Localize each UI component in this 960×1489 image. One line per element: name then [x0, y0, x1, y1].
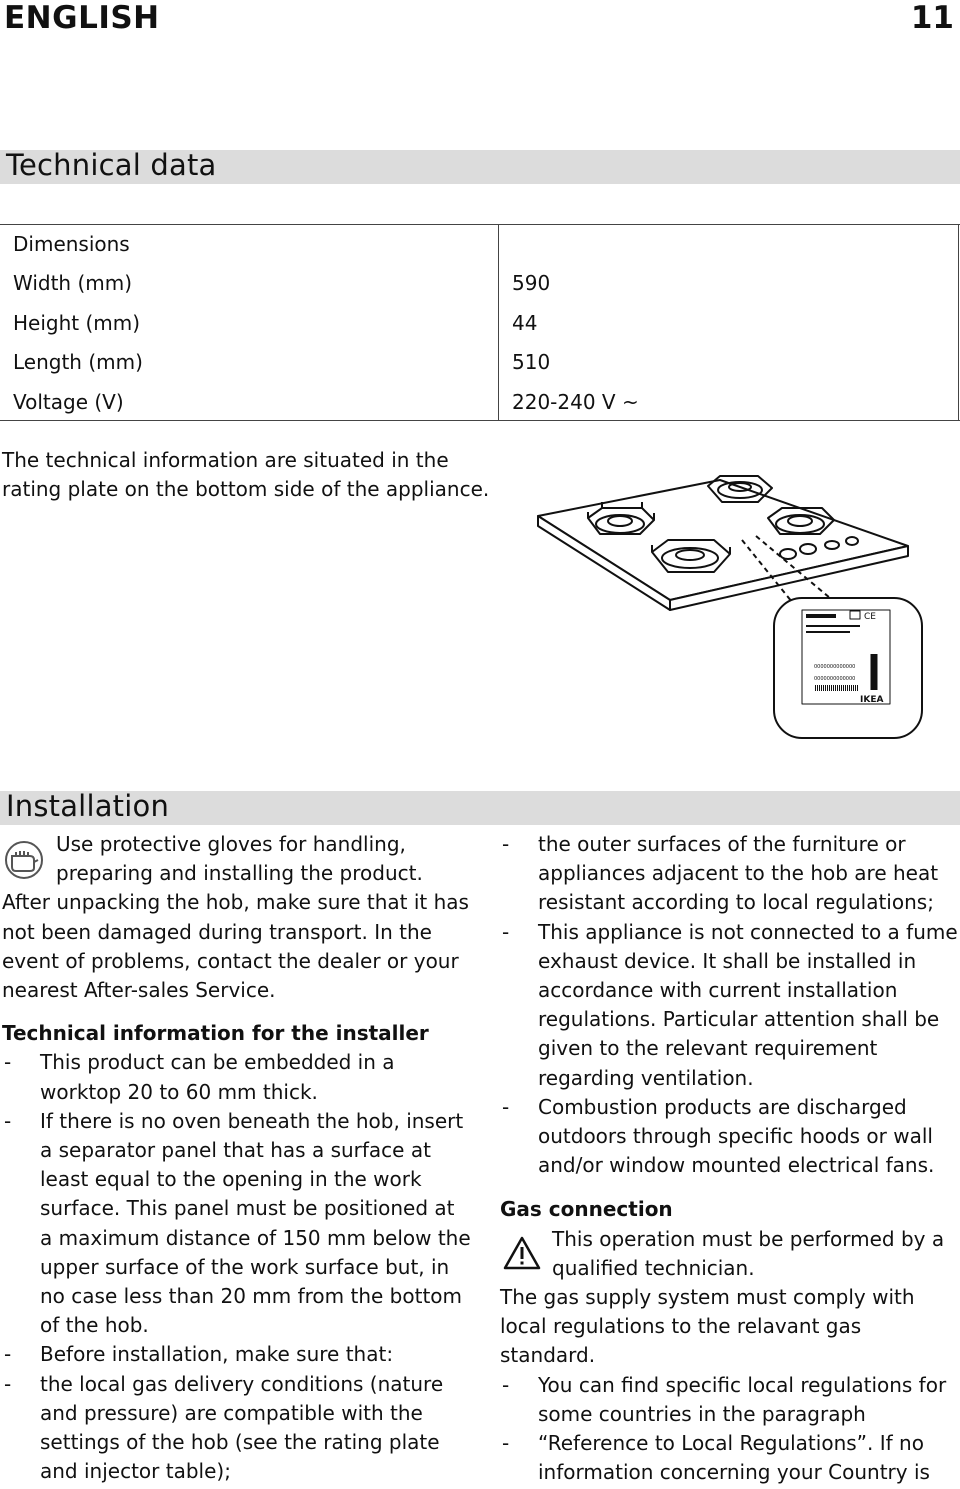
gas-warning: This operation must be performed by a qualified technician.	[500, 1225, 960, 1283]
section-title-technical-data: Technical data	[6, 148, 217, 182]
installation-left-column	[2, 830, 472, 1486]
page-number: 11	[910, 0, 954, 36]
rating-plate-note: The technical information are situated in the rating plate on the bottom side of the appliance.	[2, 448, 490, 502]
spec-value-width: 590	[512, 271, 551, 295]
hob-rating-plate-illustration	[530, 468, 930, 768]
after-unpacking-paragraph: After unpacking the hob, make sure that it has not been damaged during transport. In the event of problems, contact the dealer or your nearest After-sales Service.	[2, 890, 469, 1003]
list-item: - Before installation, make sure that:	[4, 1342, 394, 1367]
list-item: - This appliance is not connected to a fume exhaust device. It shall be installed in accordance with current installation regulations. Particular attention shall be given to the relevant requirement regarding ventilation.	[502, 919, 958, 1090]
spec-value-voltage: 220-240 V ~	[512, 390, 639, 414]
spec-table-header: Dimensions	[13, 232, 130, 256]
spec-value-length: 510	[512, 350, 551, 374]
spec-label-length: Length (mm)	[13, 350, 143, 374]
page-header-language: ENGLISH	[4, 0, 160, 36]
list-item: - Combustion products are discharged outdoors through specific hoods or wall and/or window mounted electrical fans.	[502, 1094, 935, 1178]
list-item: - “Reference to Local Regulations”. If no information concerning your Country is	[502, 1431, 930, 1485]
svg-text:0000000000000: 0000000000000	[814, 664, 856, 670]
installer-heading: Technical information for the installer	[2, 1021, 429, 1046]
ce-mark: CE	[864, 612, 876, 622]
glove-icon	[2, 840, 46, 880]
installer-list	[2, 1048, 472, 1486]
list-item: - the local gas delivery conditions (nature and pressure) are compatible with the settings of the hob (see the rating plate and injector table);	[4, 1371, 444, 1484]
spec-label-width: Width (mm)	[13, 271, 133, 295]
spec-table	[0, 224, 960, 421]
gas-regulations-list	[500, 1371, 960, 1488]
warning-triangle-icon	[502, 1235, 542, 1271]
spec-value-height: 44	[512, 311, 538, 335]
gas-supply-paragraph: The gas supply system must comply with local regulations to the relavant gas standard.	[500, 1285, 915, 1368]
ikea-logo: IKEA	[860, 695, 884, 705]
list-item: - This product can be embedded in a worktop 20 to 60 mm thick.	[4, 1050, 395, 1104]
list-item: - the outer surfaces of the furniture or appliances adjacent to the hob are heat resistant according to local regulations;	[502, 832, 939, 915]
section-title-installation: Installation	[6, 789, 170, 823]
svg-text:0000000000000: 0000000000000	[814, 676, 856, 682]
requirements-list	[500, 830, 960, 1180]
list-item: - If there is no oven beneath the hob, insert a separator panel that has a surface at least equal to the opening in the work surface. This panel must be positioned at a maximum distance of 150 mm below the upper surface of the work surface but, in no case less than 20 mm from the bottom of the hob.	[4, 1108, 471, 1338]
spec-label-height: Height (mm)	[13, 311, 141, 335]
list-item: - You can find specific local regulations for some countries in the paragraph	[502, 1372, 947, 1426]
installation-right-column	[500, 830, 960, 1487]
gloves-warning: Use protective gloves for handling, preparing and installing the product.	[2, 830, 472, 888]
spec-label-voltage: Voltage (V)	[13, 390, 124, 414]
gas-connection-heading: Gas connection	[500, 1197, 673, 1222]
